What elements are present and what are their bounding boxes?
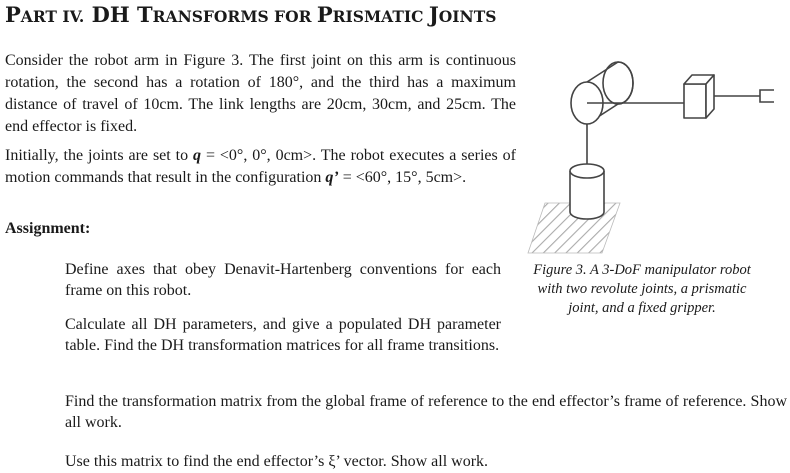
initial-mid: = <0°, 0°, 0cm>. The robot executes a series of motion commands that result in the configuration [5, 147, 516, 186]
task-item: Use this matrix to find the end effector’s ξ’ vector. Show all work. [65, 453, 489, 470]
heading-p-rest: RISMATIC [332, 7, 429, 26]
initial-after: = <60°, 15°, 5cm>. [338, 169, 467, 186]
base-cylinder-icon [570, 164, 604, 219]
prismatic-box-icon [684, 75, 714, 118]
heading-dh: DH [84, 2, 138, 27]
initial-before: Initially, the joints are set to [5, 147, 194, 164]
robot-figure [520, 38, 790, 263]
heading-t-initial: T [137, 2, 153, 27]
qprime-symbol: q’ [325, 169, 339, 186]
task-item: Define axes that obey Denavit-Hartenberg conventions for each frame on this robot. [65, 261, 501, 299]
heading-j-initial: J [428, 2, 439, 27]
figure-caption: Figure 3. A 3-DoF manipulator robot with two revolute joints, a prismatic joint, and a fixed gripper. [533, 262, 751, 316]
heading-p-initial: P [316, 2, 333, 27]
heading-t-rest: RANSFORMS FOR [152, 7, 317, 26]
task-item: Calculate all DH parameters, and give a populated DH parameter table. Find the DH transformation matrices for all frame transitions. [65, 316, 501, 354]
initial-config-paragraph [5, 145, 516, 189]
gripper-icon [760, 90, 774, 102]
heading-j-rest: OINTS [438, 7, 497, 26]
q-symbol: q [193, 147, 202, 164]
heading-part-initial: P [5, 2, 21, 27]
section-heading [5, 2, 496, 27]
heading-part-rest: ART IV. [20, 7, 85, 26]
task-item: Find the transformation matrix from the global frame of reference to the end effector’s frame of reference. Show all work. [65, 393, 787, 431]
assignment-label: Assignment: [5, 220, 91, 237]
intro-paragraph: Consider the robot arm in Figure 3. The first joint on this arm is continuous rotation, the second has a rotation of 180°, and the third has a maximum distance of travel of 10cm. The link lengths are 20cm, 30cm, and 25cm. The end effector is fixed. [5, 52, 516, 135]
revolute-cylinder-icon [571, 62, 633, 124]
